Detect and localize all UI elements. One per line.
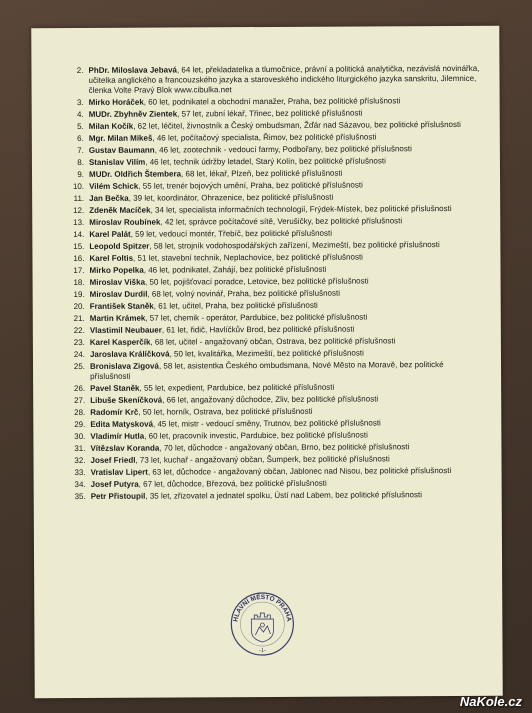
candidate-text bbox=[90, 288, 484, 300]
candidate-details: , 46 let, technik údržby letadel, Starý Kolín, bez politické příslušnosti bbox=[145, 156, 386, 167]
candidate-text bbox=[91, 478, 485, 490]
candidate-name: Miroslav Roubínek bbox=[89, 217, 161, 227]
candidate-text bbox=[90, 312, 484, 324]
candidate-details: , 46 let, zootechnik - vedoucí farmy, Podbořany, bez politické příslušnosti bbox=[154, 144, 412, 155]
ballot-paper bbox=[31, 26, 503, 698]
candidate-row bbox=[68, 156, 483, 168]
candidate-text bbox=[89, 204, 483, 216]
candidate-details: , 51 let, stavební technik, Neplachovice, bez politické příslušnosti bbox=[133, 252, 363, 263]
candidate-number: 13. bbox=[73, 217, 85, 227]
candidate-details: , 42 let, správce počítačové sítě, Verušičky, bez politické příslušnosti bbox=[160, 216, 403, 227]
candidate-details: , 68 let, lékař, Plzeň, bez politické příslušnosti bbox=[181, 168, 343, 179]
candidate-details: , 68 let, učitel - angažovaný občan, Ostrava, bez politické příslušnosti bbox=[150, 336, 396, 347]
candidate-name: Karel Foltis bbox=[89, 253, 134, 263]
candidate-number: 29. bbox=[74, 419, 86, 429]
candidate-row bbox=[70, 490, 485, 502]
candidate-number: 24. bbox=[73, 349, 85, 359]
candidate-name: Gustav Baumann bbox=[88, 145, 155, 155]
candidate-text bbox=[88, 64, 482, 96]
candidate-name: František Staněk bbox=[89, 301, 154, 311]
candidate-number: 4. bbox=[77, 109, 84, 119]
candidate-details: , 50 let, horník, Ostrava, bez politické příslušnosti bbox=[138, 406, 313, 417]
candidate-row bbox=[69, 288, 484, 300]
candidate-number: 18. bbox=[73, 277, 85, 287]
candidate-number: 22. bbox=[73, 325, 85, 335]
candidate-details: , 73 let, kuchař - angažovaný občan, Šumperk, bez politické příslušnosti bbox=[135, 454, 390, 465]
candidate-text bbox=[90, 430, 484, 442]
candidate-name: Vítězslav Koranda bbox=[90, 443, 160, 453]
site-watermark: NaKole.cz bbox=[459, 694, 522, 709]
candidate-details: , 64 let, překladatelka a tlumočnice, právní a politická analytička, nezávislá novinářka, učitelka anglického a francouzského jazyka a staroveského indického liturgického jazyka sanskritu, Jilemnice, členka Volte Pravý Blok www.cibulka.net bbox=[88, 63, 480, 95]
candidate-name: Jaroslava Králíčková bbox=[89, 349, 170, 359]
candidate-list bbox=[67, 64, 484, 504]
candidate-row bbox=[68, 180, 483, 192]
candidate-text bbox=[90, 300, 484, 312]
candidate-name: Vladimír Hutla bbox=[90, 431, 145, 441]
candidate-row bbox=[69, 324, 484, 336]
candidate-name: Stanislav Vilím bbox=[88, 157, 146, 167]
candidate-name: Miroslav Viška bbox=[89, 277, 146, 287]
candidate-number: 32. bbox=[74, 455, 86, 465]
candidate-number: 19. bbox=[73, 289, 85, 299]
candidate-name: Miroslav Durdil bbox=[89, 289, 148, 299]
candidate-name: Karel Palát bbox=[89, 229, 131, 239]
candidate-number: 7. bbox=[77, 145, 84, 155]
candidate-name: Bronislava Zigová bbox=[89, 361, 159, 371]
candidate-number: 11. bbox=[73, 193, 85, 203]
candidate-row bbox=[68, 264, 483, 276]
candidate-row bbox=[68, 192, 483, 204]
candidate-name: Mirko Horáček bbox=[88, 97, 144, 107]
candidate-number: 5. bbox=[77, 121, 84, 131]
candidate-number: 34. bbox=[74, 479, 86, 489]
candidate-number: 26. bbox=[73, 383, 86, 393]
candidate-row bbox=[68, 168, 483, 180]
prague-city-stamp bbox=[229, 591, 295, 657]
candidate-number: 30. bbox=[74, 431, 86, 441]
candidate-details: , 46 let, počítačový specialista, Řimov, bez politické příslušnosti bbox=[152, 132, 377, 143]
candidate-text bbox=[89, 156, 483, 168]
candidate-number: 2. bbox=[76, 65, 84, 75]
candidate-text bbox=[89, 132, 483, 144]
candidate-row bbox=[69, 418, 484, 430]
candidate-row bbox=[68, 228, 483, 240]
candidate-text bbox=[90, 418, 484, 430]
candidate-number: 6. bbox=[77, 133, 84, 143]
candidate-row bbox=[68, 204, 483, 216]
coat-of-arms-icon bbox=[251, 613, 273, 642]
candidate-text bbox=[90, 382, 484, 394]
candidate-number: 10. bbox=[72, 181, 85, 191]
candidate-text bbox=[89, 216, 483, 228]
candidate-name: Edita Matysková bbox=[90, 419, 154, 429]
candidate-text bbox=[90, 348, 484, 360]
candidate-details: , 39 let, koordinátor, Ohrazenice, bez politické příslušnosti bbox=[128, 192, 334, 203]
candidate-text bbox=[90, 336, 484, 348]
candidate-name: Martin Krámek bbox=[89, 313, 146, 323]
candidate-number: 21. bbox=[73, 313, 85, 323]
candidate-row bbox=[68, 120, 483, 132]
candidate-row bbox=[69, 394, 484, 406]
candidate-number: 27. bbox=[74, 395, 86, 405]
candidate-row bbox=[69, 300, 484, 312]
candidate-details: , 68 let, volný novinář, Praha, bez politické příslušnosti bbox=[147, 288, 341, 299]
candidate-text bbox=[89, 120, 483, 132]
candidate-text bbox=[89, 180, 483, 192]
candidate-name: PhDr. Miloslava Jebavá bbox=[88, 65, 177, 75]
candidate-name: Leopold Spitzer bbox=[89, 241, 150, 251]
candidate-details: , 67 let, důchodce, Březová, bez politické příslušnosti bbox=[138, 478, 327, 489]
stamp-text: HLAVNÍ MĚSTO PRAHA bbox=[232, 593, 293, 623]
candidate-text bbox=[89, 144, 483, 156]
candidate-row bbox=[68, 240, 483, 252]
candidate-number: 14. bbox=[73, 229, 85, 239]
candidate-details: , 66 let, angažovaný důchodce, Zliv, bez politické příslušnosti bbox=[162, 394, 379, 405]
candidate-number: 35. bbox=[74, 491, 86, 501]
candidate-details: , 62 let, léčitel, živnostník a Český ombudsman, Žďár nad Sázavou, bez politické příslušnosti bbox=[133, 119, 461, 131]
candidate-text bbox=[90, 394, 484, 406]
candidate-name: Vratislav Lipert bbox=[90, 467, 148, 477]
candidate-row bbox=[69, 406, 484, 418]
stamp-number: -1- bbox=[259, 648, 266, 655]
candidate-name: Milan Kočík bbox=[88, 121, 134, 131]
candidate-name: Mgr. Milan Mikeš bbox=[88, 133, 153, 143]
candidate-text bbox=[89, 240, 483, 252]
candidate-number: 8. bbox=[77, 157, 84, 167]
candidate-row bbox=[69, 276, 484, 288]
candidate-row bbox=[69, 336, 484, 348]
candidate-name: Jan Bečka bbox=[89, 193, 129, 203]
candidate-details: , 61 let, řidič, Havlíčkův Brod, bez politické příslušnosti bbox=[161, 324, 355, 335]
candidate-row bbox=[68, 96, 483, 108]
candidate-details: , 57 let, zubní lékař, Třinec, bez politické příslušnosti bbox=[177, 108, 363, 119]
candidate-name: Vilém Schick bbox=[89, 181, 139, 191]
candidate-text bbox=[90, 406, 484, 418]
candidate-details: , 45 let, mistr - vedoucí směny, Trutnov, bez politické příslušnosti bbox=[153, 418, 381, 429]
candidate-text bbox=[90, 276, 484, 288]
candidate-number: 25. bbox=[73, 361, 86, 371]
candidate-text bbox=[89, 96, 483, 108]
candidate-row bbox=[68, 108, 483, 120]
candidate-row bbox=[69, 360, 484, 382]
candidate-details: , 60 let, podnikatel a obchodní manažer, Praha, bez politické příslušnosti bbox=[143, 96, 401, 107]
candidate-text bbox=[89, 168, 483, 180]
candidate-name: Karel Kasperčík bbox=[89, 337, 151, 347]
candidate-text bbox=[89, 228, 483, 240]
candidate-text bbox=[89, 264, 483, 276]
candidate-row bbox=[69, 454, 484, 466]
candidate-details: , 55 let, expedient, Pardubice, bez politické příslušnosti bbox=[139, 382, 335, 393]
candidate-text bbox=[89, 192, 483, 204]
candidate-name: MUDr. Zbyhněv Zientek bbox=[88, 109, 178, 119]
candidate-row bbox=[69, 382, 484, 394]
candidate-number: 33. bbox=[74, 467, 86, 477]
candidate-row bbox=[68, 132, 483, 144]
candidate-row bbox=[68, 216, 483, 228]
candidate-row bbox=[69, 442, 484, 454]
candidate-number: 17. bbox=[73, 265, 85, 275]
candidate-name: Mirko Popelka bbox=[89, 265, 144, 275]
candidate-text bbox=[91, 490, 485, 502]
candidate-text bbox=[90, 442, 484, 454]
candidate-name: Vlastimil Neubauer bbox=[89, 325, 162, 335]
candidate-number: 3. bbox=[76, 97, 84, 107]
candidate-details: , 50 let, kvalitářka, Mezimeští, bez politické příslušnosti bbox=[169, 348, 364, 359]
candidate-name: Josef Putyra bbox=[90, 479, 139, 489]
candidate-details: , 59 let, vedoucí montér, Třebíč, bez politické příslušnosti bbox=[130, 228, 333, 239]
candidate-details: , 57 let, chemik - operátor, Pardubice, bez politické příslušnosti bbox=[145, 312, 368, 323]
candidate-details: , 70 let, důchodce - angažovaný občan, Brno, bez politické příslušnosti bbox=[159, 441, 410, 453]
candidate-number: 20. bbox=[73, 301, 85, 311]
candidate-text bbox=[89, 108, 483, 120]
candidate-row bbox=[69, 312, 484, 324]
candidate-number: 28. bbox=[74, 407, 86, 417]
candidate-name: Radomír Krč bbox=[90, 407, 139, 417]
candidate-name: Libuše Skeníčková bbox=[90, 395, 163, 405]
candidate-details: , 63 let, důchodce - angažovaný občan, Jablonec nad Nisou, bez politické příslušnosti bbox=[147, 465, 452, 477]
candidate-details: , 34 let, specialista informačních technologií, Frýdek-Místek, bez politické příslušnosti bbox=[150, 203, 452, 215]
candidate-row bbox=[70, 478, 485, 490]
candidate-details: , 55 let, trenér bojových umění, Praha, bez politické příslušnosti bbox=[138, 180, 363, 191]
candidate-number: 12. bbox=[73, 205, 85, 215]
candidate-text bbox=[90, 454, 484, 466]
candidate-text bbox=[89, 252, 483, 264]
candidate-text bbox=[90, 360, 484, 382]
candidate-row bbox=[68, 252, 483, 264]
candidate-name: Pavel Staněk bbox=[90, 383, 140, 393]
candidate-number: 16. bbox=[73, 253, 85, 263]
candidate-number: 9. bbox=[77, 169, 85, 179]
candidate-text bbox=[90, 324, 484, 336]
candidate-details: , 35 let, zřizovatel a jednatel spolku, Ústí nad Labem, bez politické příslušnosti bbox=[145, 489, 423, 501]
candidate-details: , 61 let, učitel, Praha, bez politické příslušnosti bbox=[153, 300, 318, 311]
candidate-details: , 60 let, pracovník investic, Pardubice, bez politické příslušnosti bbox=[144, 430, 368, 441]
candidate-row bbox=[69, 348, 484, 360]
candidate-row bbox=[67, 64, 482, 96]
candidate-name: Zdeněk Macíček bbox=[89, 205, 151, 215]
candidate-number: 31. bbox=[74, 443, 86, 453]
candidate-name: Josef Friedl bbox=[90, 455, 136, 465]
candidate-number: 15. bbox=[73, 241, 85, 251]
candidate-row bbox=[69, 430, 484, 442]
candidate-row bbox=[70, 466, 485, 478]
candidate-details: , 46 let, podnikatel, Zahájí, bez politické příslušnosti bbox=[143, 264, 327, 275]
candidate-text bbox=[91, 466, 485, 478]
candidate-row bbox=[68, 144, 483, 156]
candidate-name: MUDr. Oldřich Štembera bbox=[88, 169, 182, 179]
candidate-name: Petr Přistoupil bbox=[90, 491, 146, 501]
candidate-details: , 58 let, asistentka Českého ombudsmana, Nové Město na Moravě, bez politické příslušnosti bbox=[90, 359, 444, 381]
candidate-details: , 58 let, strojník vodohospodářských zařízení, Mezimeští, bez politické příslušnosti bbox=[149, 239, 440, 251]
candidate-number: 23. bbox=[73, 337, 85, 347]
candidate-details: , 50 let, pojišťovací poradce, Letovice, bez politické příslušnosti bbox=[145, 276, 369, 287]
